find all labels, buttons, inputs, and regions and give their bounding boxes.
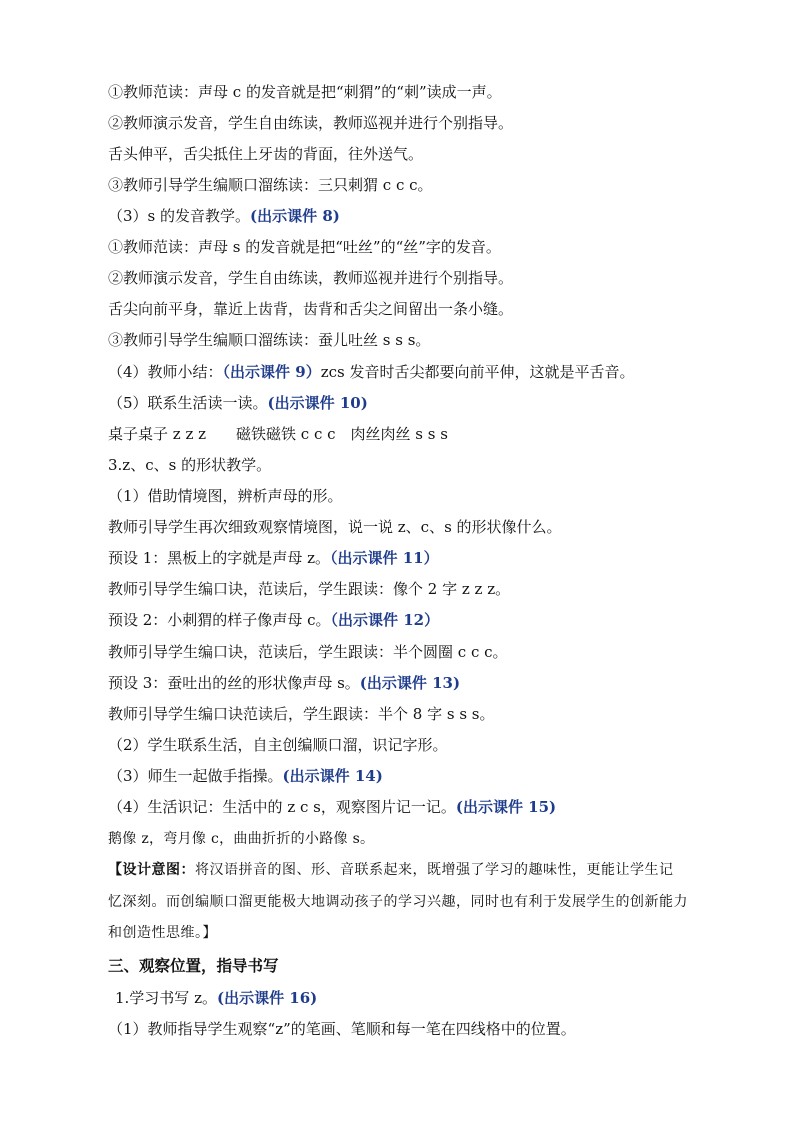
text-line: （2）学生联系生活，自主创编顺口溜，识记字形。 <box>108 736 448 754</box>
text-line: 桌子桌子 z z z 磁铁磁铁 c c c 肉丝肉丝 s s s <box>108 425 448 443</box>
design-note-line: 和创造性思维。】 <box>108 925 217 941</box>
text-line: 舌尖向前平身，靠近上齿背，齿背和舌尖之间留出一条小缝。 <box>108 300 514 318</box>
text-line: （3）s 的发音教学。(出示课件 8) <box>108 207 340 225</box>
courseware-tag: (出示课件 13) <box>359 674 461 692</box>
text-line: 教师引导学生编口诀，范读后，学生跟读：像个 2 字 z z z。 <box>108 580 511 598</box>
text-line: ①教师范读：声母 c 的发音就是把“刺猬”的“刺”读成一声。 <box>108 83 502 101</box>
text-line: （1）借助情境图，辨析声母的形。 <box>108 487 343 505</box>
courseware-tag: (出示课件 15) <box>455 798 557 816</box>
text-line: 预设 1：黑板上的字就是声母 z。（出示课件 11） <box>108 549 439 567</box>
text-line: 预设 3：蚕吐出的丝的形状像声母 s。(出示课件 13) <box>108 674 461 692</box>
text-line: ③教师引导学生编顺口溜练读：三只刺猬 c c c。 <box>108 176 433 194</box>
courseware-tag: （出示课件 11） <box>329 549 439 567</box>
text-line: 教师引导学生编口诀，范读后，学生跟读：半个圆圈 c c c。 <box>108 643 508 661</box>
text-line: （5）联系生活读一读。(出示课件 10) <box>108 394 368 412</box>
section-heading: 三、观察位置，指导书写 <box>108 956 279 975</box>
text-line: ②教师演示发音，学生自由练读，教师巡视并进行个别指导。 <box>108 269 514 287</box>
text-line: ③教师引导学生编顺口溜练读：蚕儿吐丝 s s s。 <box>108 331 431 349</box>
text-line: 教师引导学生编口诀范读后，学生跟读：半个 8 字 s s s。 <box>108 705 495 723</box>
text-line: （4）教师小结：（出示课件 9）zcs 发音时舌尖都要向前平伸，这就是平舌音。 <box>108 363 635 381</box>
text-line: （4）生活识记：生活中的 z c s，观察图片记一记。(出示课件 15) <box>108 798 557 816</box>
design-note-label: 【设计意图： <box>108 862 195 878</box>
text-line: 预设 2：小刺猬的样子像声母 c。（出示课件 12） <box>108 611 440 629</box>
courseware-tag: (出示课件 10) <box>267 394 368 412</box>
text-line: 教师引导学生再次细致观察情境图，说一说 z、c、s 的形状像什么。 <box>108 518 562 536</box>
text-line: 舌头伸平，舌尖抵住上牙齿的背面，往外送气。 <box>108 145 424 163</box>
courseware-tag: （出示课件 12） <box>330 611 440 629</box>
design-note-line: 忆深刻。而创编顺口溜更能极大地调动孩子的学习兴趣，同时也有利于发展学生的创新能力 <box>108 894 688 910</box>
courseware-tag: (出示课件 14) <box>282 767 383 785</box>
design-note-line: 【设计意图：将汉语拼音的图、形、音联系起来，既增强了学习的趣味性，更能让学生记 <box>108 862 674 878</box>
courseware-tag: （出示课件 9） <box>222 363 321 381</box>
text-line: ②教师演示发音，学生自由练读，教师巡视并进行个别指导。 <box>108 114 514 132</box>
text-line: 鹅像 z，弯月像 c，曲曲折折的小路像 s。 <box>108 831 375 847</box>
text-line: ①教师范读：声母 s 的发音就是把“吐丝”的“丝”字的发音。 <box>108 238 501 256</box>
text-line: （3）师生一起做手指操。(出示课件 14) <box>108 767 383 785</box>
courseware-tag: (出示课件 8) <box>250 207 340 225</box>
text-line: 3.z、c、s 的形状教学。 <box>108 456 272 474</box>
courseware-tag: (出示课件 16) <box>216 989 318 1007</box>
text-line: （1）教师指导学生观察“z”的笔画、笔顺和每一笔在四线格中的位置。 <box>108 1020 576 1038</box>
text-line: 1.学习书写 z。(出示课件 16) <box>115 989 318 1007</box>
